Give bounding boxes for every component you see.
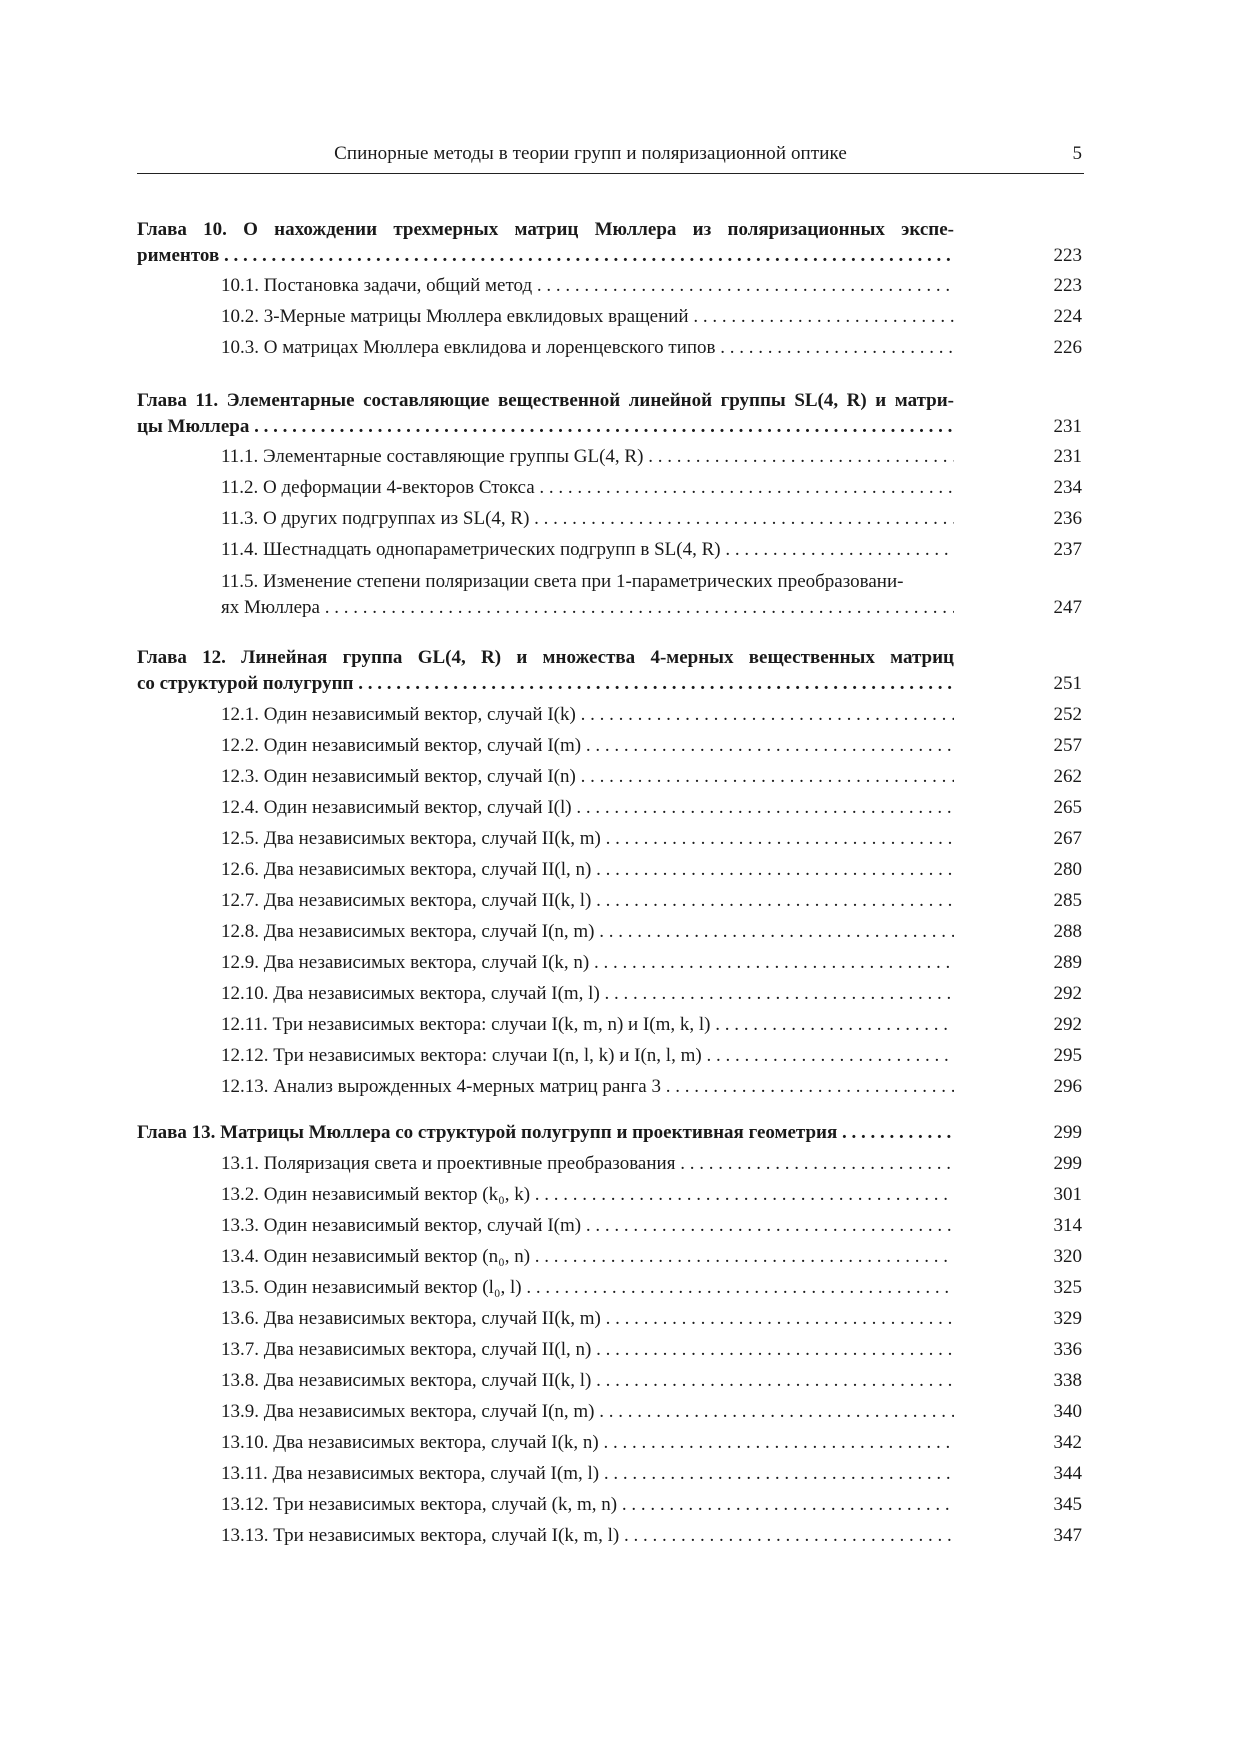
toc-entry[interactable]: 11.3. О других подгруппах из SL(4, R) . . . 236 <box>137 506 1084 532</box>
toc-entry[interactable]: 12.4. Один независимый вектор, случай I(l) . . . 265 <box>137 795 1084 821</box>
toc-entry[interactable]: 13.1. Поляризация света и проективные преобразования . . . 299 <box>137 1151 1084 1177</box>
toc-entry[interactable]: 13.12. Три независимых вектора, случай (k, m, n) . . . 345 <box>137 1492 1084 1518</box>
toc-entry[interactable]: 12.3. Один независимый вектор, случай I(n) . . . 262 <box>137 764 1084 790</box>
toc-entry[interactable]: 13.2. Один независимый вектор (k₀, k) . . . 301 <box>137 1182 1084 1208</box>
toc-entry[interactable]: 12.8. Два независимых вектора, случай I(n, m) . . . 288 <box>137 919 1084 945</box>
toc-entry[interactable]: 10.3. О матрицах Мюллера евклидова и лоренцевского типов . . . 226 <box>137 335 1084 361</box>
toc-entry[interactable]: 12.1. Один независимый вектор, случай I(k) . . . 252 <box>137 702 1084 728</box>
toc-entry-lead: 11.5. Изменение степени поляризации света при 1-параметрических преобразовани- <box>221 571 904 592</box>
toc-entry[interactable]: 11.2. О деформации 4-векторов Стокса . . . 234 <box>137 475 1084 501</box>
toc-entry[interactable]: 12.9. Два независимых вектора, случай I(k, n) . . . 289 <box>137 950 1084 976</box>
toc-entry[interactable]: 13.10. Два независимых вектора, случай I(k, n) . . . 342 <box>137 1430 1084 1456</box>
toc-entry[interactable]: ях Мюллера . . . 247 <box>137 595 1084 621</box>
toc-entry[interactable]: 12.11. Три независимых вектора: случаи I(k, m, n) и I(m, k, l) . . . 292 <box>137 1012 1084 1038</box>
toc-entry[interactable]: 13.11. Два независимых вектора, случай I(m, l) . . . 344 <box>137 1461 1084 1487</box>
toc-entry[interactable]: 12.12. Три независимых вектора: случаи I(n, l, k) и I(n, l, m) . . . 295 <box>137 1043 1084 1069</box>
toc-entry[interactable]: 13.8. Два независимых вектора, случай II(k, l) . . . 338 <box>137 1368 1084 1394</box>
toc-entry[interactable]: 13.4. Один независимый вектор (n₀, n) . . . 320 <box>137 1244 1084 1270</box>
toc-entry[interactable]: 12.6. Два независимых вектора, случай II(l, n) . . . 280 <box>137 857 1084 883</box>
toc-entry[interactable]: 12.7. Два независимых вектора, случай II(k, l) . . . 285 <box>137 888 1084 914</box>
toc-entry[interactable]: 13.5. Один независимый вектор (l₀, l) . . . 325 <box>137 1275 1084 1301</box>
chapter-11-entry[interactable]: цы Мюллера . . . 231 <box>137 414 1084 440</box>
running-title: Спинорные методы в теории групп и поляризационной оптике <box>334 143 847 164</box>
chapter-11-lead: Глава 11. Элементарные составляющие вещественной линейной группы SL(4, R) и матри- <box>137 390 954 411</box>
chapter-10-entry[interactable]: риментов . . . 223 <box>137 243 1084 269</box>
page-number: 5 <box>1072 143 1082 164</box>
toc-entry[interactable]: 12.5. Два независимых вектора, случай II(k, m) . . . 267 <box>137 826 1084 852</box>
toc-entry[interactable]: 12.10. Два независимых вектора, случай I(m, l) . . . 292 <box>137 981 1084 1007</box>
chapter-10-lead: Глава 10. О нахождении трехмерных матриц Мюллера из поляризационных экспе- <box>137 219 954 240</box>
running-header <box>137 143 1084 174</box>
toc-entry[interactable]: 13.13. Три независимых вектора, случай I(k, m, l) . . . 347 <box>137 1523 1084 1549</box>
toc-entry[interactable]: 13.6. Два независимых вектора, случай II(k, m) . . . 329 <box>137 1306 1084 1332</box>
chapter-12-entry[interactable]: со структурой полугрупп . . . 251 <box>137 671 1084 697</box>
toc-entry[interactable]: 13.7. Два независимых вектора, случай II(l, n) . . . 336 <box>137 1337 1084 1363</box>
toc-entry[interactable]: 13.9. Два независимых вектора, случай I(n, m) . . . 340 <box>137 1399 1084 1425</box>
toc-entry[interactable]: 11.1. Элементарные составляющие группы GL(4, R) . . . 231 <box>137 444 1084 470</box>
toc-entry[interactable]: 12.13. Анализ вырожденных 4-мерных матриц ранга 3 . . . 296 <box>137 1074 1084 1100</box>
chapter-12-lead: Глава 12. Линейная группа GL(4, R) и множества 4-мерных вещественных матриц <box>137 647 954 668</box>
toc-entry[interactable]: 13.3. Один независимый вектор, случай I(m) . . . 314 <box>137 1213 1084 1239</box>
toc-entry[interactable]: 12.2. Один независимый вектор, случай I(m) . . . 257 <box>137 733 1084 759</box>
toc-entry[interactable]: 10.1. Постановка задачи, общий метод . . . 223 <box>137 273 1084 299</box>
chapter-13-entry[interactable]: Глава 13. Матрицы Мюллера со структурой полугрупп и проективная геометрия . . . 299 <box>137 1120 1084 1146</box>
toc-entry[interactable]: 10.2. 3-Мерные матрицы Мюллера евклидовых вращений . . . 224 <box>137 304 1084 330</box>
toc-entry[interactable]: 11.4. Шестнадцать однопараметрических подгрупп в SL(4, R) . . . 237 <box>137 537 1084 563</box>
